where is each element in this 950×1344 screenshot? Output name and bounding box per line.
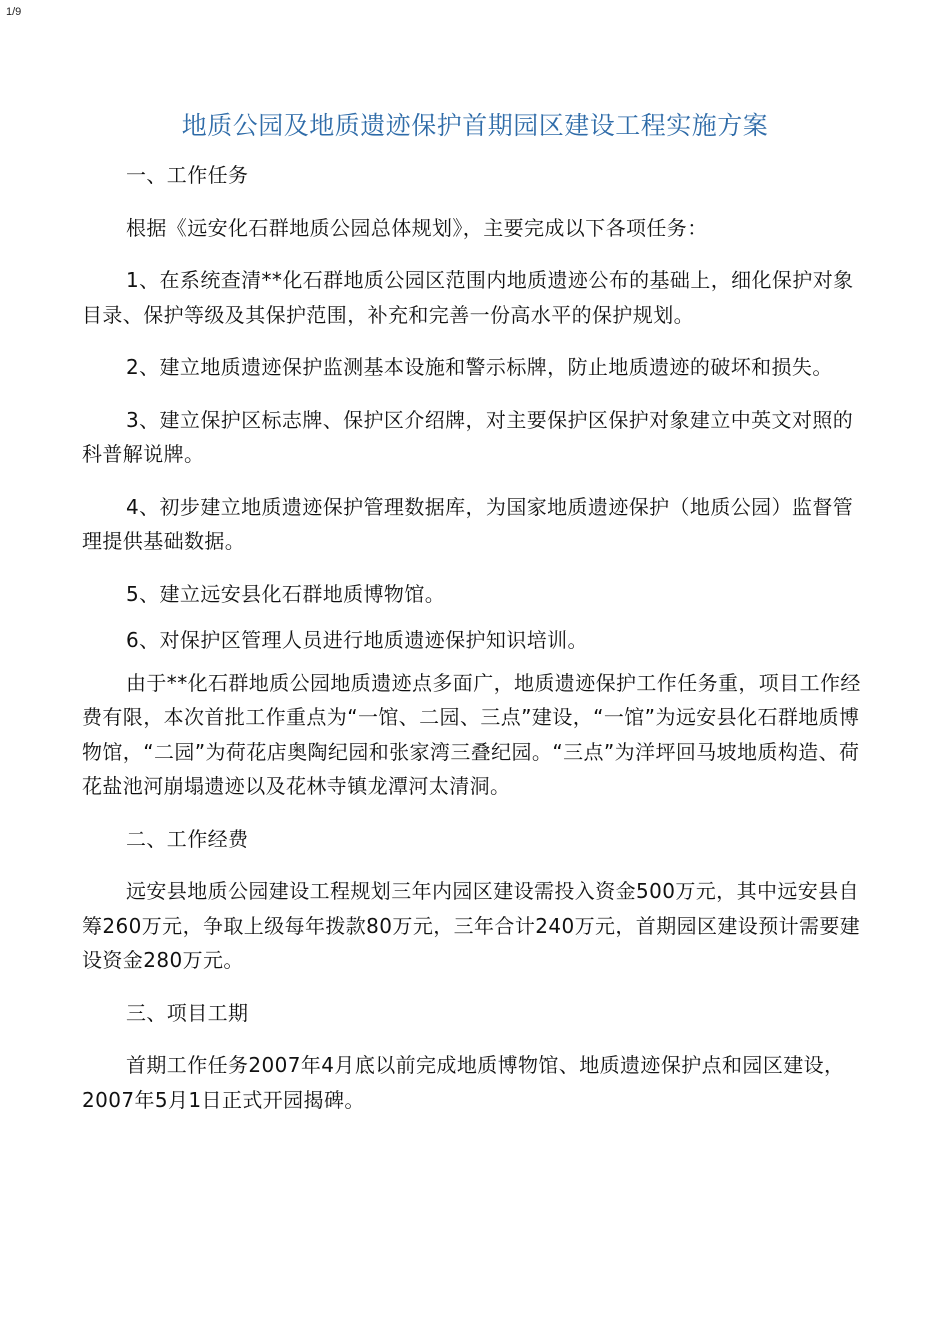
- paragraph-priority: 由于**化石群地质公园地质遗迹点多面广，地质遗迹保护工作任务重，项目工作经费有限，本次首批工作重点为“一馆、二园、三点”建设，“一馆”为远安县化石群地质博物馆，“二园”为荷花店奥陶纪园和张家湾三叠纪园。“三点”为洋坪回马坡地质构造、荷花盐池河崩塌遗迹以及花林寺镇龙潭河太清洞。: [82, 670, 861, 798]
- paragraph-intro: 根据《远安化石群地质公园总体规划》，主要完成以下各项任务：: [126, 215, 708, 240]
- task-item-6: 6、对保护区管理人员进行地质遗迹保护知识培训。: [126, 628, 588, 652]
- paragraph-schedule: 首期工作任务2007年4月底以前完成地质博物馆、地质遗迹保护点和园区建设，2007年5月1日正式开园揭碑。: [82, 1053, 845, 1112]
- section-heading-tasks: 一、工作任务: [126, 163, 249, 187]
- document-body: [82, 158, 870, 1117]
- page-counter: 1/9: [6, 6, 22, 18]
- section-heading-funding: 二、工作经费: [126, 826, 249, 851]
- task-item-5: 5、建立远安县化石群地质博物馆。: [126, 581, 446, 606]
- section-heading-schedule: 三、项目工期: [126, 1000, 249, 1025]
- task-item-4: 4、初步建立地质遗迹保护管理数据库，为国家地质遗迹保护（地质公园）监督管理提供基础数据。: [82, 494, 854, 553]
- document-title: 地质公园及地质遗迹保护首期园区建设工程实施方案: [181, 111, 769, 140]
- task-item-3: 3、建立保护区标志牌、保护区介绍牌，对主要保护区保护对象建立中英文对照的科普解说牌。: [82, 407, 854, 466]
- task-item-2: 2、建立地质遗迹保护监测基本设施和警示标牌，防止地质遗迹的破坏和损失。: [126, 355, 833, 379]
- task-item-1: 1、在系统查清**化石群地质公园区范围内地质遗迹公布的基础上，细化保护对象目录、保护等级及其保护范围，补充和完善一份高水平的保护规划。: [82, 268, 854, 327]
- paragraph-funding: 远安县地质公园建设工程规划三年内园区建设需投入资金500万元，其中远安县自筹260万元，争取上级每年拨款80万元，三年合计240万元，首期园区建设预计需要建设资金280万元。: [82, 879, 861, 972]
